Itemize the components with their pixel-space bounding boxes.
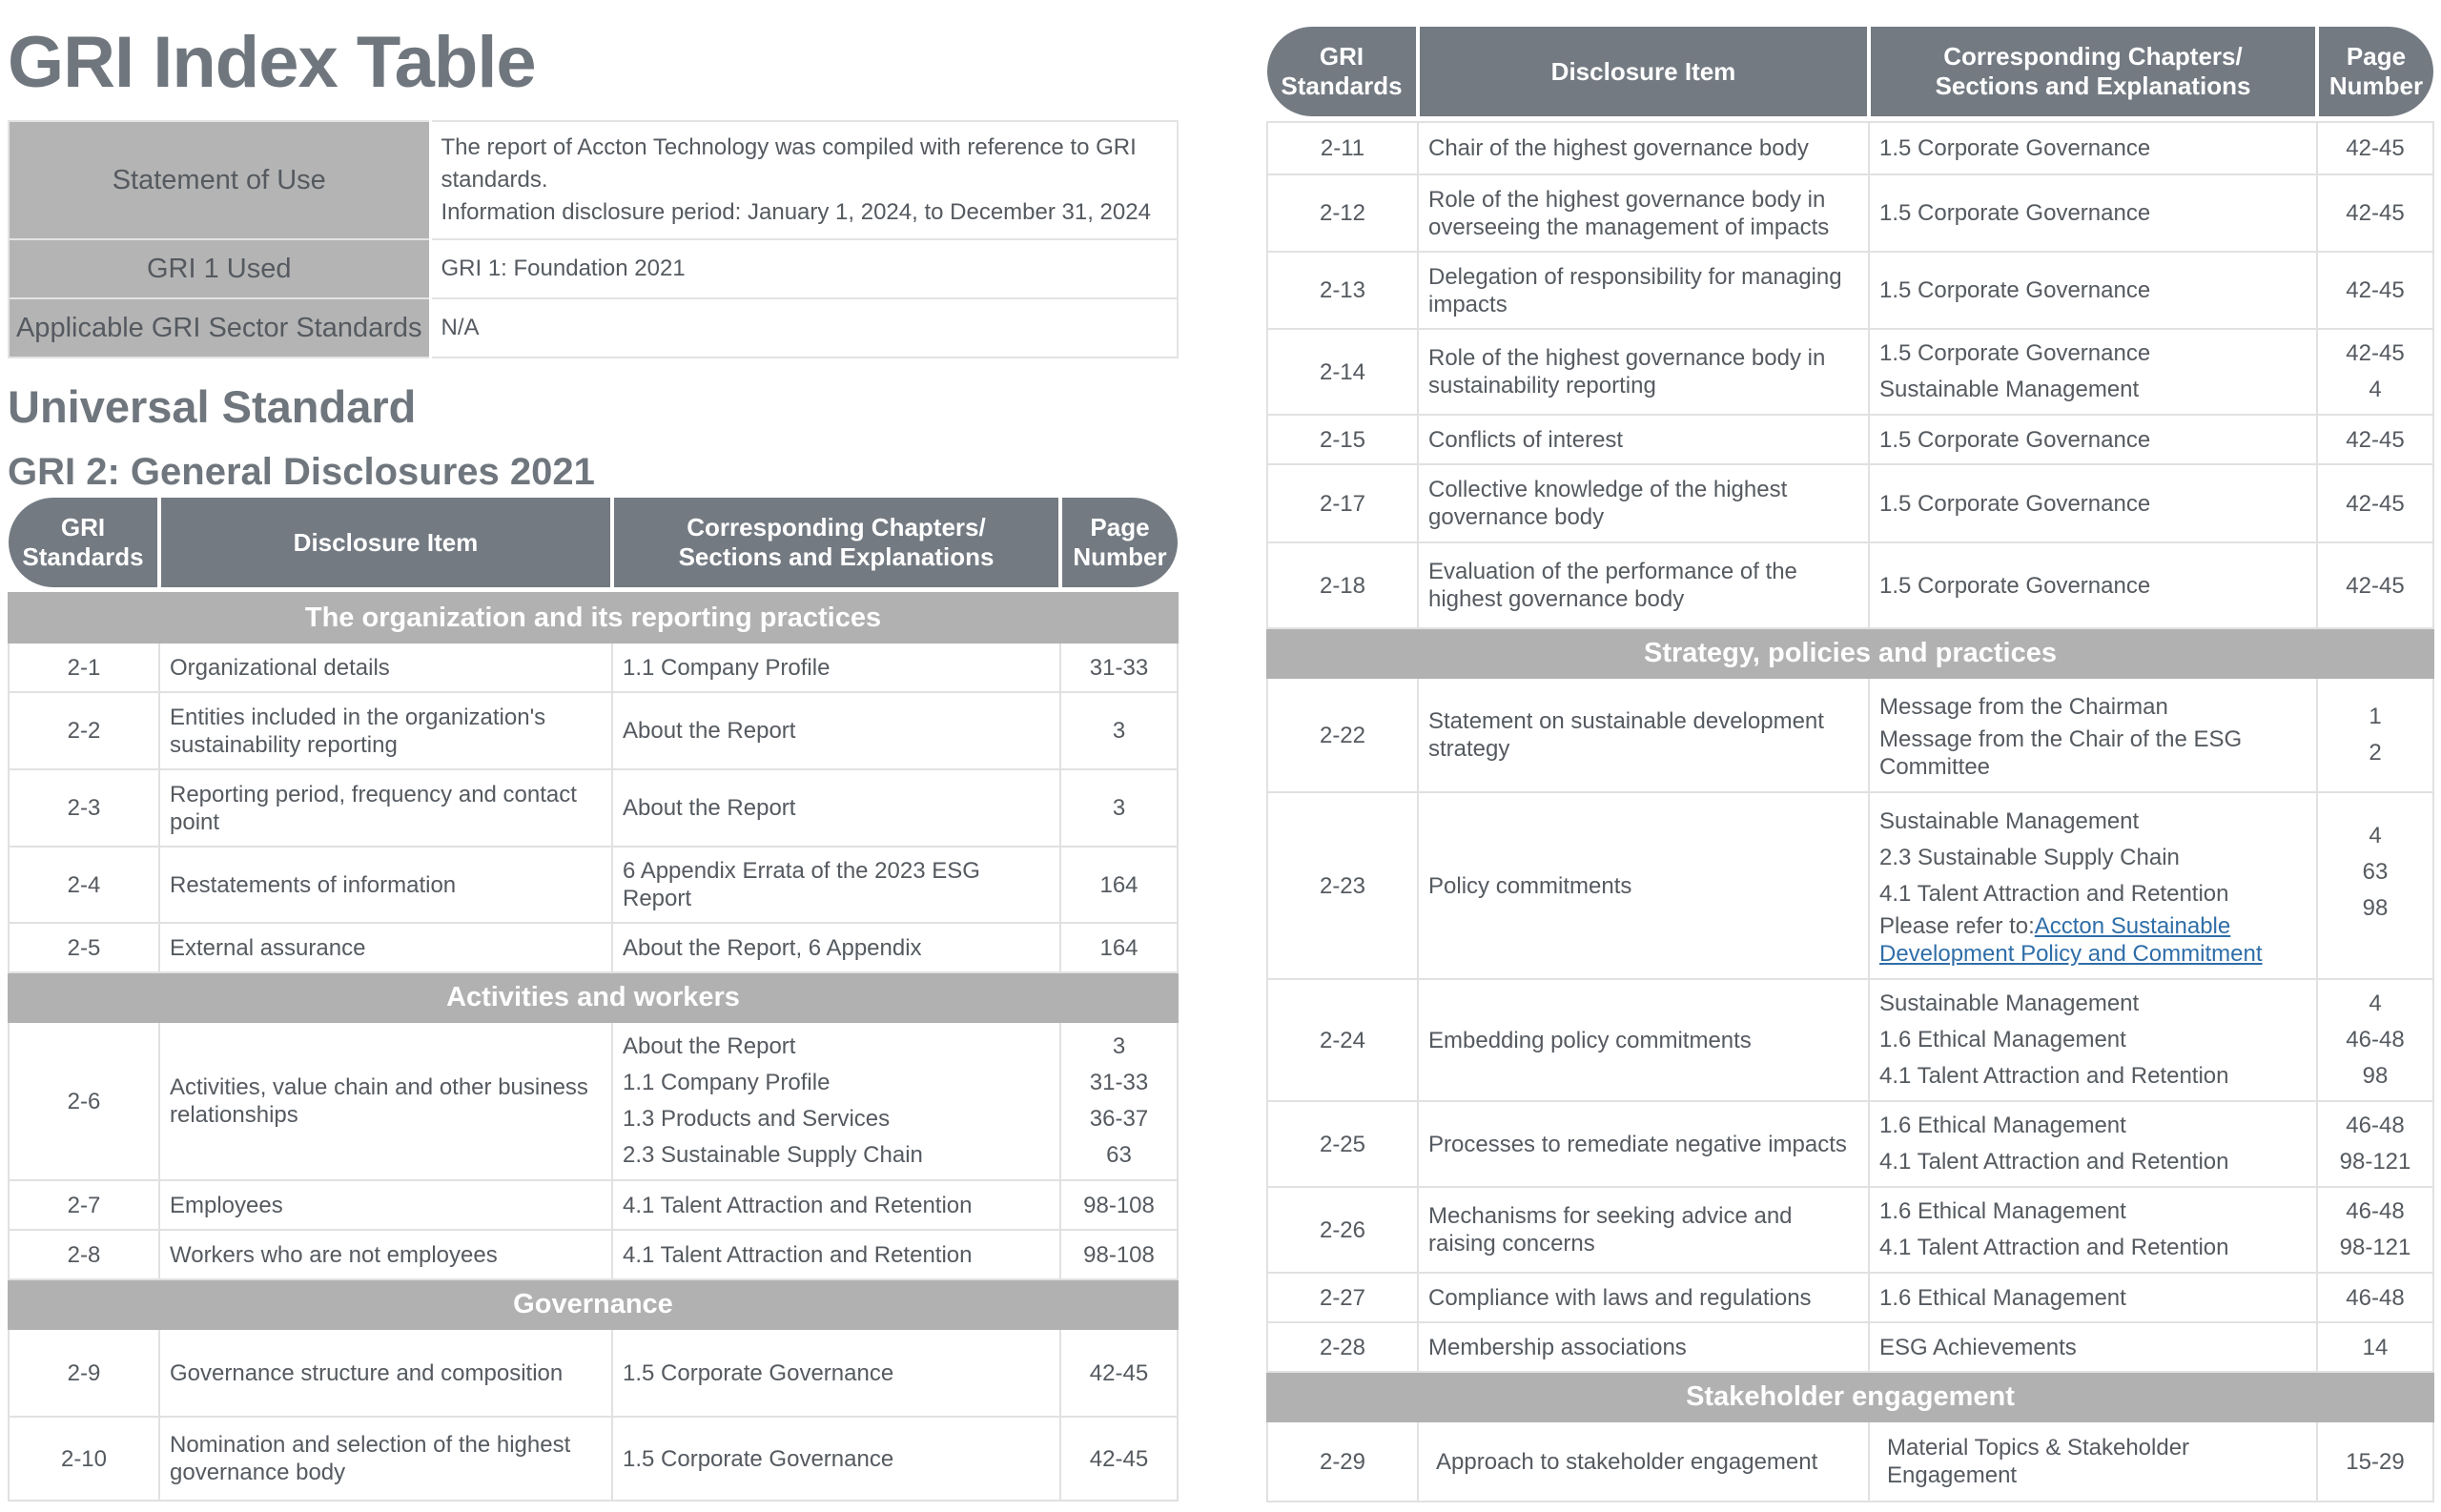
disclosure-item: Mechanisms for seeking advice and raising concerns <box>1418 1187 1869 1273</box>
gri-code: 2-14 <box>1267 329 1418 415</box>
table-row <box>1267 979 2433 1101</box>
disclosure-item: Chair of the highest governance body <box>1418 122 1869 174</box>
gri-code: 2-25 <box>1267 1101 1418 1187</box>
chapter-line: 1.6 Ethical Management <box>1879 1027 2126 1052</box>
statement-label: Statement of Use <box>9 121 430 239</box>
header-text: GRI <box>60 513 106 541</box>
disclosure-item: Delegation of responsibility for managing impacts <box>1418 252 1869 329</box>
gri-code: 2-9 <box>9 1329 159 1417</box>
chapter-cell: 4.1 Talent Attraction and Retention <box>612 1230 1060 1279</box>
page-number: 42-45 <box>2317 122 2433 174</box>
header-text: Sections and Explanations <box>678 542 995 571</box>
page-line: 31-33 <box>1089 1070 1149 1095</box>
table-row <box>1267 1421 2433 1502</box>
disclosure-item: Restatements of information <box>159 847 612 923</box>
disclosure-item: Collective knowledge of the highest governance body <box>1418 464 1869 542</box>
disclosure-item: Processes to remediate negative impacts <box>1418 1101 1869 1187</box>
statement-row <box>9 298 1178 358</box>
disclosure-item: Compliance with laws and regulations <box>1418 1273 1869 1322</box>
chapter-cell <box>1869 678 2317 792</box>
page-number <box>2317 1101 2433 1187</box>
table-row <box>1267 329 2433 415</box>
chapter-cell: 1.5 Corporate Governance <box>1869 122 2317 174</box>
header-text: Corresponding Chapters/ <box>1943 42 2243 71</box>
table-row <box>9 923 1178 972</box>
gri-code: 2-4 <box>9 847 159 923</box>
chapter-line: 2.3 Sustainable Supply Chain <box>623 1142 923 1168</box>
chapter-cell: Material Topics & Stakeholder Engagement <box>1869 1421 2317 1502</box>
header-page-number <box>1060 498 1178 587</box>
disclosure-item: Role of the highest governance body in sustainability reporting <box>1418 329 1869 415</box>
section-header <box>1267 1372 2433 1421</box>
statement-value: GRI 1: Foundation 2021 <box>430 239 1178 298</box>
disclosure-item: Statement on sustainable development strategy <box>1418 678 1869 792</box>
page-line: 4 <box>2369 991 2382 1016</box>
page-number: 164 <box>1060 923 1178 972</box>
chapter-cell: 1.6 Ethical Management <box>1869 1273 2317 1322</box>
table-row <box>1267 1273 2433 1322</box>
refer-prefix: Please refer to: <box>1879 913 2035 939</box>
header-text: Corresponding Chapters/ <box>687 513 986 541</box>
chapter-line: Sustainable Management <box>1879 808 2140 834</box>
chapter-cell: About the Report, 6 Appendix <box>612 923 1060 972</box>
statement-row <box>9 121 1178 239</box>
table-row <box>9 643 1178 692</box>
disclosure-item: Membership associations <box>1418 1322 1869 1372</box>
chapter-cell: 1.5 Corporate Governance <box>1869 542 2317 628</box>
chapter-cell <box>1869 1187 2317 1273</box>
table-row <box>1267 678 2433 792</box>
disclosure-item: External assurance <box>159 923 612 972</box>
page-number: 164 <box>1060 847 1178 923</box>
table-row <box>1267 415 2433 464</box>
gri-code: 2-11 <box>1267 122 1418 174</box>
chapter-line: 1.1 Company Profile <box>623 1070 831 1095</box>
gri-table-right <box>1266 27 2434 1502</box>
page-title: GRI Index Table <box>8 22 536 103</box>
page-number <box>2317 792 2433 979</box>
page-number: 98-108 <box>1060 1180 1178 1230</box>
disclosure-item: Role of the highest governance body in overseeing the management of impacts <box>1418 174 1869 252</box>
chapter-cell: 1.5 Corporate Governance <box>1869 415 2317 464</box>
gri-code: 2-26 <box>1267 1187 1418 1273</box>
gri-code: 2-13 <box>1267 252 1418 329</box>
chapter-cell: 1.1 Company Profile <box>612 643 1060 692</box>
statement-table <box>8 120 1179 358</box>
page-line: 1 <box>2369 704 2382 729</box>
page-number: 42-45 <box>2317 252 2433 329</box>
gri-code: 2-18 <box>1267 542 1418 628</box>
chapter-line: Message from the Chairman <box>1879 694 2168 720</box>
chapter-line: About the Report <box>623 1033 796 1059</box>
table-row <box>1267 464 2433 542</box>
section-header <box>9 1279 1178 1329</box>
table-header <box>9 498 1178 587</box>
page-number: 42-45 <box>2317 415 2433 464</box>
gri2-heading: GRI 2: General Disclosures 2021 <box>8 451 595 493</box>
gri-code: 2-12 <box>1267 174 1418 252</box>
header-gri-standards <box>9 498 159 587</box>
table-row <box>1267 252 2433 329</box>
chapter-line: 1.3 Products and Services <box>623 1106 891 1132</box>
chapter-line: Sustainable Management <box>1879 377 2140 402</box>
section-header <box>1267 628 2433 678</box>
chapter-cell: ESG Achievements <box>1869 1322 2317 1372</box>
table-row <box>9 1329 1178 1417</box>
gri-code: 2-6 <box>9 1022 159 1180</box>
page-number: 46-48 <box>2317 1273 2433 1322</box>
header-disclosure-item: Disclosure Item <box>159 498 612 587</box>
page-line: 63 <box>2362 858 2389 885</box>
page-number: 42-45 <box>2317 464 2433 542</box>
chapter-line: 4.1 Talent Attraction and Retention <box>1879 1235 2229 1260</box>
gri-code: 2-23 <box>1267 792 1418 979</box>
table-row <box>9 769 1178 847</box>
header-text: Standards <box>22 542 144 571</box>
header-chapters <box>612 498 1060 587</box>
statement-label: Applicable GRI Sector Standards <box>9 298 430 358</box>
page-line: 2 <box>2369 740 2382 766</box>
header-text: Standards <box>1281 72 1403 100</box>
section-header <box>9 972 1178 1022</box>
page-line: 36-37 <box>1089 1106 1149 1132</box>
header-chapters <box>1869 27 2317 116</box>
chapter-line: 1.6 Ethical Management <box>1879 1198 2126 1224</box>
chapter-cell: About the Report <box>612 692 1060 769</box>
chapter-cell <box>1869 329 2317 415</box>
header-text: Number <box>2328 72 2424 100</box>
chapter-cell <box>1869 792 2317 979</box>
chapter-cell <box>1869 979 2317 1101</box>
table-row <box>9 1417 1178 1501</box>
gri-code: 2-2 <box>9 692 159 769</box>
chapter-cell: 1.5 Corporate Governance <box>612 1417 1060 1501</box>
page-line: 98 <box>2362 894 2389 921</box>
disclosure-item: Workers who are not employees <box>159 1230 612 1279</box>
header-text: Number <box>1073 542 1167 571</box>
disclosure-item: Organizational details <box>159 643 612 692</box>
gri-code: 2-8 <box>9 1230 159 1279</box>
header-text: GRI <box>1319 42 1364 71</box>
page-number: 98-108 <box>1060 1230 1178 1279</box>
section-title: Stakeholder engagement <box>1267 1372 2433 1421</box>
page-number <box>2317 979 2433 1101</box>
gri-code: 2-24 <box>1267 979 1418 1101</box>
page-number: 15-29 <box>2317 1421 2433 1502</box>
page-line: 4 <box>2369 822 2382 848</box>
gri-code: 2-15 <box>1267 415 1418 464</box>
disclosure-item: Nomination and selection of the highest governance body <box>159 1417 612 1501</box>
page-number: 42-45 <box>2317 174 2433 252</box>
chapter-cell: 4.1 Talent Attraction and Retention <box>612 1180 1060 1230</box>
disclosure-item: Policy commitments <box>1418 792 1869 979</box>
statement-value <box>430 121 1178 239</box>
statement-line: The report of Accton Technology was compiled with reference to GRI standards. <box>441 134 1137 193</box>
table-row <box>1267 174 2433 252</box>
page-number: 3 <box>1060 692 1178 769</box>
disclosure-item: Evaluation of the performance of the highest governance body <box>1418 542 1869 628</box>
page-number: 42-45 <box>2317 542 2433 628</box>
disclosure-item: Entities included in the organization's sustainability reporting <box>159 692 612 769</box>
table-header <box>1267 27 2433 116</box>
page-line: 3 <box>1112 1033 1126 1059</box>
section-header <box>9 593 1178 643</box>
chapter-cell <box>1869 1101 2317 1187</box>
table-row <box>9 1230 1178 1279</box>
page-number <box>1060 1022 1178 1180</box>
header-page-number <box>2317 27 2433 116</box>
page-number: 14 <box>2317 1322 2433 1372</box>
gri-code: 2-27 <box>1267 1273 1418 1322</box>
page-line: 4 <box>2369 377 2382 402</box>
chapter-line: 4.1 Talent Attraction and Retention <box>1879 881 2229 907</box>
gri-code: 2-17 <box>1267 464 1418 542</box>
universal-standard-heading: Universal Standard <box>8 381 417 432</box>
page-number <box>2317 329 2433 415</box>
page-number: 31-33 <box>1060 643 1178 692</box>
page-number: 3 <box>1060 769 1178 847</box>
table-row <box>9 692 1178 769</box>
disclosure-item: Conflicts of interest <box>1418 415 1869 464</box>
gri-code: 2-1 <box>9 643 159 692</box>
right-column <box>1266 27 2434 1502</box>
page-line: 98-121 <box>2339 1149 2411 1175</box>
page-number: 42-45 <box>1060 1329 1178 1417</box>
disclosure-item: Activities, value chain and other business relationships <box>159 1022 612 1180</box>
chapter-line: Message from the Chair of the ESG Committee <box>1879 726 2243 780</box>
gri-code: 2-28 <box>1267 1322 1418 1372</box>
header-text: Page <box>1090 513 1150 541</box>
page-line: 46-48 <box>2346 1198 2405 1224</box>
page-line: 46-48 <box>2346 1027 2405 1052</box>
left-column <box>8 19 1179 1502</box>
chapter-line: 4.1 Talent Attraction and Retention <box>1879 1063 2229 1089</box>
gri-code: 2-3 <box>9 769 159 847</box>
chapter-line: 4.1 Talent Attraction and Retention <box>1879 1149 2229 1175</box>
header-text: Sections and Explanations <box>1935 72 2251 100</box>
chapter-cell <box>612 1022 1060 1180</box>
gri-code: 2-10 <box>9 1417 159 1501</box>
chapter-cell: 1.5 Corporate Governance <box>1869 252 2317 329</box>
header-gri-standards <box>1267 27 1418 116</box>
statement-row <box>9 239 1178 298</box>
statement-value: N/A <box>430 298 1178 358</box>
chapter-cell: 1.5 Corporate Governance <box>612 1329 1060 1417</box>
chapter-cell: 6 Appendix Errata of the 2023 ESG Report <box>612 847 1060 923</box>
gri-code: 2-29 <box>1267 1421 1418 1502</box>
statement-label: GRI 1 Used <box>9 239 430 298</box>
table-row <box>1267 1187 2433 1273</box>
gri-code: 2-22 <box>1267 678 1418 792</box>
gri-table-left <box>8 498 1179 1502</box>
page-line: 98-121 <box>2339 1235 2411 1260</box>
section-title: The organization and its reporting practices <box>9 593 1178 643</box>
chapter-line: 1.6 Ethical Management <box>1879 1113 2126 1138</box>
table-row <box>9 847 1178 923</box>
chapter-cell: About the Report <box>612 769 1060 847</box>
statement-line: Information disclosure period: January 1, 2024, to December 31, 2024 <box>441 199 1151 225</box>
disclosure-item: Embedding policy commitments <box>1418 979 1869 1101</box>
policy-link[interactable]: Accton Sustainable Development Policy and Commitment <box>1879 913 2263 967</box>
section-title: Governance <box>9 1279 1178 1329</box>
gri-code: 2-7 <box>9 1180 159 1230</box>
table-row <box>9 1180 1178 1230</box>
page-line: 46-48 <box>2346 1113 2405 1138</box>
chapter-line: 1.5 Corporate Governance <box>1879 340 2151 366</box>
disclosure-item: Employees <box>159 1180 612 1230</box>
header-disclosure-item: Disclosure Item <box>1418 27 1869 116</box>
table-row <box>1267 122 2433 174</box>
table-row <box>1267 792 2433 979</box>
header-text: Page <box>2346 42 2407 71</box>
disclosure-item: Governance structure and composition <box>159 1329 612 1417</box>
page-line: 42-45 <box>2346 340 2405 366</box>
disclosure-item: Reporting period, frequency and contact point <box>159 769 612 847</box>
table-row <box>1267 1322 2433 1372</box>
chapter-line: Sustainable Management <box>1879 991 2140 1016</box>
table-row <box>1267 1101 2433 1187</box>
page-number <box>2317 1187 2433 1273</box>
chapter-line: 2.3 Sustainable Supply Chain <box>1879 845 2180 870</box>
table-row <box>1267 542 2433 628</box>
page-line: 63 <box>1106 1142 1132 1168</box>
page-number: 42-45 <box>1060 1417 1178 1501</box>
page-line: 98 <box>2362 1063 2389 1089</box>
refer-line <box>1879 912 2307 968</box>
gri-code: 2-5 <box>9 923 159 972</box>
page-number <box>2317 678 2433 792</box>
disclosure-item: Approach to stakeholder engagement <box>1418 1421 1869 1502</box>
chapter-cell: 1.5 Corporate Governance <box>1869 464 2317 542</box>
section-title: Strategy, policies and practices <box>1267 628 2433 678</box>
table-row <box>9 1022 1178 1180</box>
chapter-cell: 1.5 Corporate Governance <box>1869 174 2317 252</box>
section-title: Activities and workers <box>9 972 1178 1022</box>
